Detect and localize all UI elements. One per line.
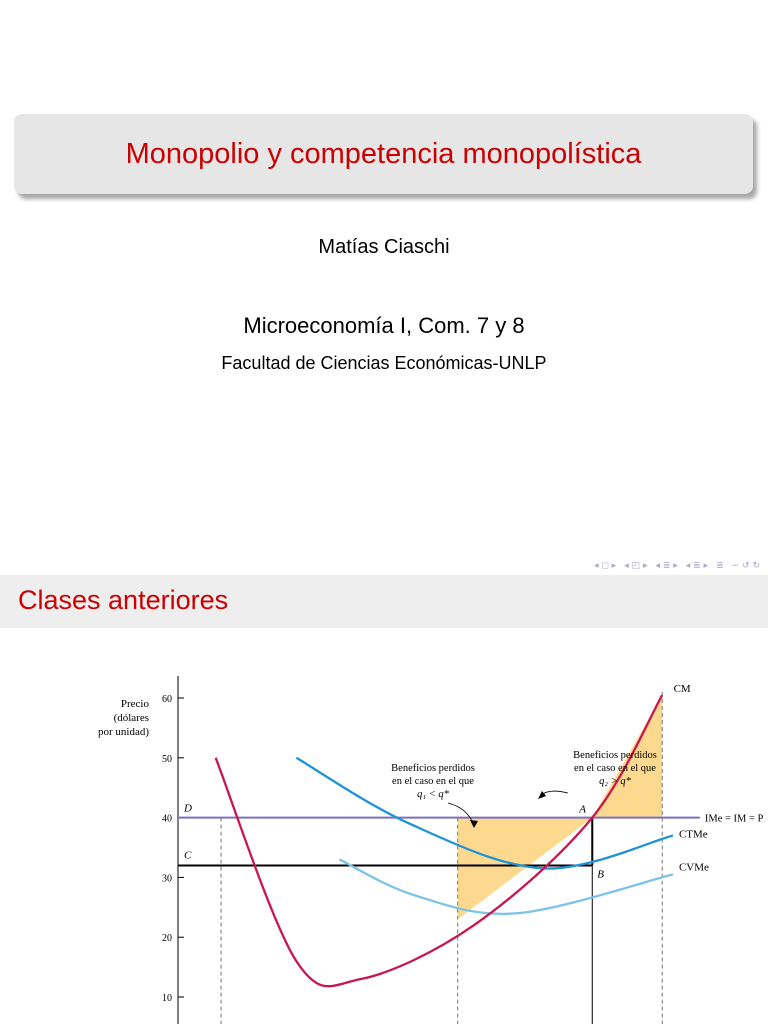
institute-name: Facultad de Ciencias Económicas-UNLP — [221, 353, 547, 373]
lost-profit-region-q1 — [458, 818, 593, 920]
slide-title: Monopolio y competencia monopolística — [125, 137, 642, 170]
annotation-q2-line: en el caso en el que — [574, 763, 656, 774]
y-tick-label: 60 — [162, 694, 172, 705]
frame-header — [0, 575, 768, 628]
annotation-q2-line: Beneficios perdidos — [573, 750, 657, 761]
cm-label: CM — [673, 683, 691, 696]
nav-document-icon[interactable]: ◂ ≣ ▸ — [685, 561, 709, 571]
author-name: Matías Ciaschi — [318, 236, 450, 258]
cvme-label: CVMe — [678, 861, 709, 874]
y-axis-label-line: por unidad) — [97, 726, 149, 738]
nav-align-icon[interactable]: ≣ — [716, 561, 724, 571]
title-box — [14, 114, 753, 194]
annotation-q1-line: en el caso en el que — [392, 776, 474, 787]
point-label-b: B — [597, 868, 604, 881]
annotation-q2-line: q₂ > q* — [599, 776, 631, 787]
point-label-a: A — [579, 803, 586, 816]
ctme-label: CTMe — [678, 828, 708, 841]
y-tick-label: 20 — [162, 933, 172, 945]
frame-title: Clases anteriores — [18, 585, 229, 615]
cost-curves-chart — [0, 628, 768, 1024]
y-tick-label: 30 — [162, 873, 172, 885]
y-axis-label-line: Precio — [120, 698, 149, 710]
point-label-d: D — [184, 802, 192, 815]
y-axis-label-line: (dólares — [113, 712, 149, 724]
point-label-c: C — [184, 849, 192, 862]
nav-frame-icon[interactable]: ◂ ◻ ▸ — [593, 561, 617, 571]
y-tick-label: 50 — [162, 753, 172, 765]
annotation-q2-arrowhead — [538, 791, 546, 799]
nav-subsection-icon[interactable]: ◂ ◰ ▸ — [624, 561, 648, 571]
y-tick-label: 10 — [162, 993, 172, 1004]
annotation-q1-line: q₁ < q* — [417, 789, 449, 800]
nav-search-undo-redo-icon[interactable]: ∽ ↺ ↻ — [731, 561, 760, 571]
annotation-q1-line: Beneficios perdidos — [391, 763, 475, 774]
price-line-label: IMe = IM = P — [704, 813, 764, 825]
beamer-navigation — [594, 559, 760, 573]
course-name: Microeconomía I, Com. 7 y 8 — [243, 313, 525, 338]
cm-curve — [216, 695, 663, 986]
y-tick-label: 40 — [162, 813, 172, 825]
nav-section-icon[interactable]: ◂ ≣ ▸ — [655, 561, 678, 571]
